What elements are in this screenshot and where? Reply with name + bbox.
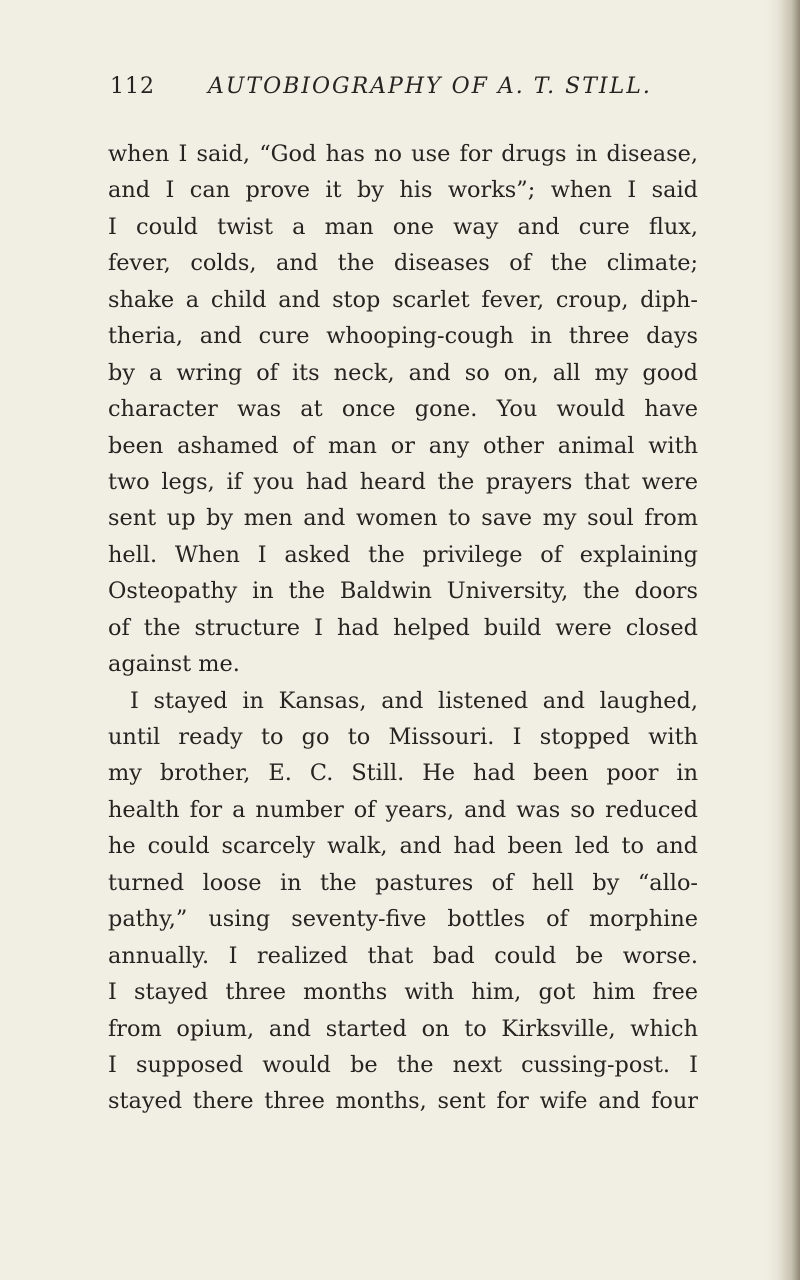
text-line: against me. [108, 651, 240, 678]
text-line: I could twist a man one way and cure flux, [108, 213, 698, 240]
text-line: he could scarcely walk, and had been led to and [108, 833, 698, 860]
text-line: pathy,” using seventy-five bottles of morphine [108, 906, 698, 933]
text-line: turned loose in the pastures of hell by “allo- [108, 869, 698, 896]
page-edge-shadow [766, 0, 800, 1280]
text-line: Osteopathy in the Baldwin University, the doors [108, 578, 698, 605]
text-line: annually. I realized that bad could be worse. [108, 942, 698, 969]
text-line: two legs, if you had heard the prayers that were [108, 468, 698, 495]
text-line: when I said, “God has no use for drugs in disease, [108, 141, 698, 167]
text-line: stayed there three months, sent for wife and four [108, 1088, 698, 1115]
text-line: shake a child and stop scarlet fever, croup, diph- [108, 286, 698, 313]
text-line: from opium, and started on to Kirksville, which [108, 1015, 698, 1042]
text-line: my brother, E. C. Still. He had been poor in [108, 760, 698, 787]
page-header [110, 74, 710, 114]
text-line: theria, and cure whooping-cough in three days [108, 323, 698, 350]
text-line: fever, colds, and the diseases of the climate; [108, 250, 698, 277]
text-line: by a wring of its neck, and so on, all my good [108, 359, 698, 386]
text-line: until ready to go to Missouri. I stopped with [108, 724, 698, 750]
running-head: AUTOBIOGRAPHY OF A. T. STILL. [208, 74, 652, 99]
body-text [108, 136, 698, 1120]
page-number: 112 [110, 74, 155, 99]
text-line: I stayed in Kansas, and listened and laughed, [130, 687, 698, 714]
text-line: sent up by men and women to save my soul from [108, 505, 698, 532]
text-line: of the structure I had helped build were closed [108, 614, 698, 641]
text-line: and I can prove it by his works”; when I said [108, 177, 698, 204]
text-line: I stayed three months with him, got him free [108, 979, 698, 1006]
text-line: I supposed would be the next cussing-post. I [108, 1051, 698, 1078]
text-line: been ashamed of man or any other animal with [108, 432, 698, 459]
text-line: character was at once gone. You would have [108, 396, 698, 423]
text-line: hell. When I asked the privilege of explaining [108, 541, 698, 568]
text-line: health for a number of years, and was so reduced [108, 796, 698, 823]
